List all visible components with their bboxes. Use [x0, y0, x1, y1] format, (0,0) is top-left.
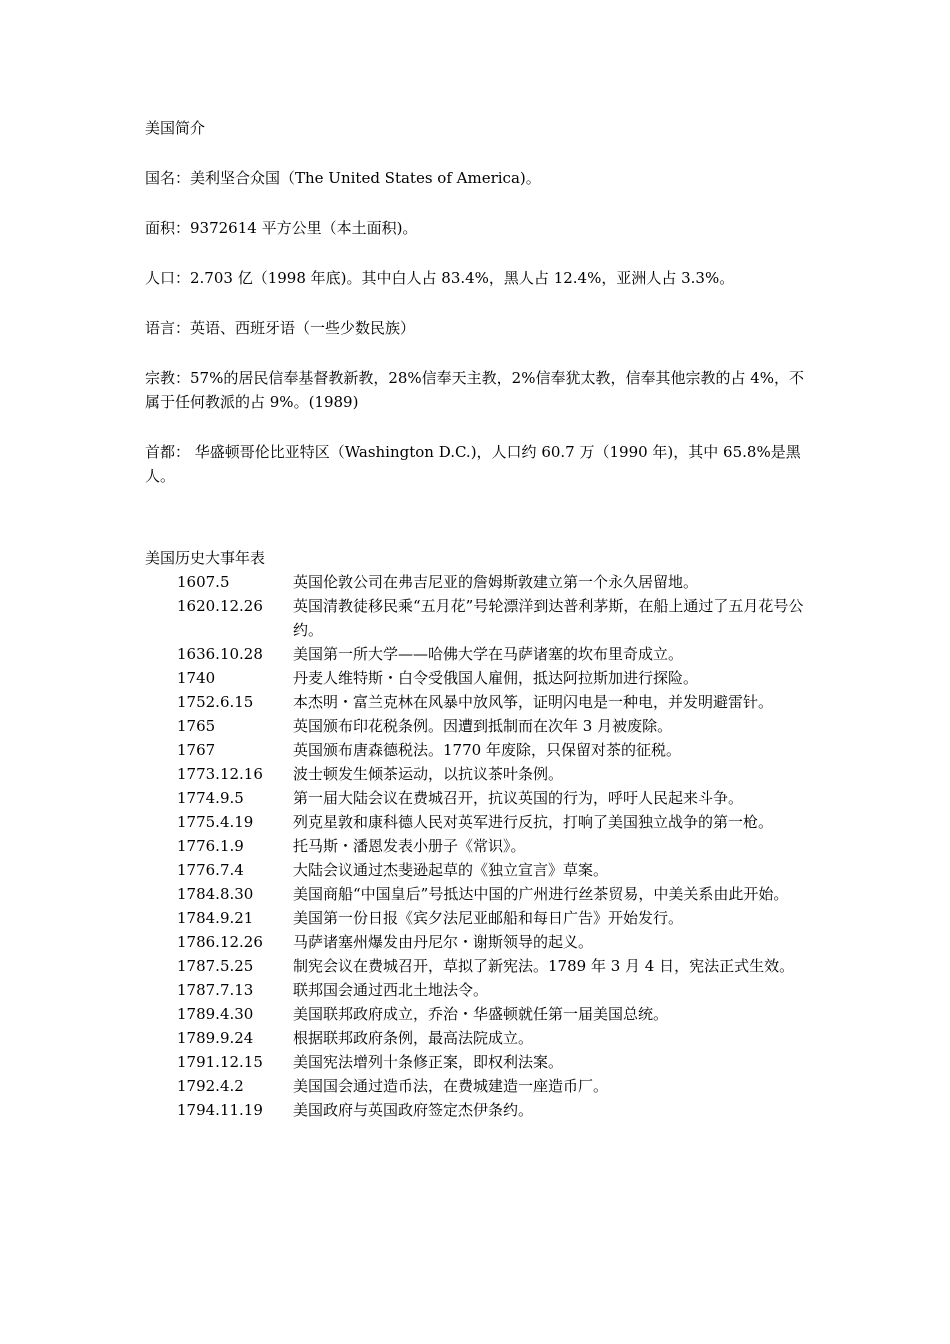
religion-line: 宗教：57%的居民信奉基督教新教，28%信奉天主教，2%信奉犹太教，信奉其他宗教的占 4%，不属于任何教派的占 9%。(1989): [145, 369, 805, 411]
event-text: 大陆会议通过杰斐逊起草的《独立宣言》草案。: [293, 861, 609, 879]
timeline-event: [177, 834, 809, 858]
timeline-event: [177, 690, 809, 714]
event-date: 1607.5: [177, 573, 230, 591]
country-name-line: 国名：美利坚合众国（The United States of America)。: [145, 169, 541, 187]
event-text: 美国联邦政府成立，乔治・华盛顿就任第一届美国总统。: [293, 1005, 669, 1023]
event-date: 1794.11.19: [177, 1101, 263, 1119]
capital-line: 首都： 华盛顿哥伦比亚特区（Washington D.C.)，人口约 60.7 万（1990 年)，其中 65.8%是黑人。: [145, 443, 801, 485]
event-date: 1789.9.24: [177, 1029, 254, 1047]
area-line: 面积：9372614 平方公里（本土面积)。: [145, 219, 418, 237]
event-date: 1787.7.13: [177, 981, 254, 999]
event-text: 美国宪法增列十条修正案，即权利法案。: [293, 1053, 564, 1071]
timeline-event: [177, 906, 809, 930]
timeline-event: [177, 1098, 809, 1122]
language-line: 语言：英语、西班牙语（一些少数民族）: [145, 319, 416, 337]
timeline-event: [177, 786, 809, 810]
timeline-event: [177, 858, 809, 882]
timeline-event: [177, 1050, 809, 1074]
event-text: 根据联邦政府条例，最高法院成立。: [293, 1029, 534, 1047]
event-date: 1776.7.4: [177, 861, 244, 879]
event-date: 1791.12.15: [177, 1053, 263, 1071]
event-date: 1765: [177, 717, 216, 735]
event-date: 1740: [177, 669, 216, 687]
timeline-event: [177, 882, 809, 906]
event-text: 美国国会通过造币法，在费城建造一座造币厂。: [293, 1077, 609, 1095]
event-text: 美国商船“中国皇后”号抵达中国的广州进行丝茶贸易，中美关系由此开始。: [293, 885, 789, 903]
event-date: 1776.1.9: [177, 837, 244, 855]
population-line: 人口：2.703 亿（1998 年底)。其中白人占 83.4%，黑人占 12.4%，亚洲人占 3.3%。: [145, 269, 735, 287]
event-date: 1792.4.2: [177, 1077, 244, 1095]
event-text: 英国颁布唐森德税法。1770 年废除，只保留对茶的征税。: [293, 741, 681, 759]
event-date: 1620.12.26: [177, 597, 263, 615]
event-date: 1789.4.30: [177, 1005, 254, 1023]
timeline-event: [177, 762, 809, 786]
event-date: 1636.10.28: [177, 645, 263, 663]
event-text: 美国政府与英国政府签定杰伊条约。: [293, 1101, 534, 1119]
event-date: 1775.4.19: [177, 813, 254, 831]
event-text: 本杰明・富兰克林在风暴中放风筝，证明闪电是一种电，并发明避雷针。: [293, 693, 774, 711]
event-text: 制宪会议在费城召开，草拟了新宪法。1789 年 3 月 4 日，宪法正式生效。: [293, 957, 795, 975]
timeline-event: [177, 666, 809, 690]
event-text: 美国第一所大学——哈佛大学在马萨诸塞的坎布里奇成立。: [293, 645, 684, 663]
event-date: 1773.12.16: [177, 765, 263, 783]
event-date: 1774.9.5: [177, 789, 244, 807]
event-text: 第一届大陆会议在费城召开，抗议英国的行为，呼吁人民起来斗争。: [293, 789, 744, 807]
timeline-list: [145, 570, 815, 1122]
timeline-event: [177, 954, 809, 978]
timeline-event: [177, 810, 809, 834]
event-date: 1786.12.26: [177, 933, 263, 951]
event-date: 1767: [177, 741, 216, 759]
timeline-title: 美国历史大事年表: [145, 549, 266, 567]
timeline-event: [177, 738, 809, 762]
event-text: 美国第一份日报《宾夕法尼亚邮船和每日广告》开始发行。: [293, 909, 684, 927]
timeline-event: [177, 714, 809, 738]
event-text: 丹麦人维特斯・白令受俄国人雇佣，抵达阿拉斯加进行探险。: [293, 669, 699, 687]
timeline-event: [177, 642, 809, 666]
event-text: 英国颁布印花税条例。因遭到抵制而在次年 3 月被废除。: [293, 717, 673, 735]
event-date: 1787.5.25: [177, 957, 254, 975]
event-date: 1752.6.15: [177, 693, 254, 711]
event-text: 马萨诸塞州爆发由丹尼尔・谢斯领导的起义。: [293, 933, 594, 951]
event-text: 英国清教徒移民乘“五月花”号轮漂洋到达普利茅斯，在船上通过了五月花号公约。: [293, 597, 804, 639]
event-date: 1784.8.30: [177, 885, 254, 903]
timeline-event: [177, 594, 809, 642]
intro-title: 美国简介: [145, 119, 206, 137]
document-body: [145, 116, 815, 1122]
timeline-event: [177, 570, 809, 594]
event-text: 英国伦敦公司在弗吉尼亚的詹姆斯敦建立第一个永久居留地。: [293, 573, 699, 591]
timeline-event: [177, 1074, 809, 1098]
timeline-event: [177, 930, 809, 954]
timeline-event: [177, 1026, 809, 1050]
event-text: 波士顿发生倾茶运动，以抗议茶叶条例。: [293, 765, 564, 783]
timeline-event: [177, 978, 809, 1002]
event-date: 1784.9.21: [177, 909, 254, 927]
timeline-event: [177, 1002, 809, 1026]
event-text: 托马斯・潘恩发表小册子《常识》。: [293, 837, 526, 855]
event-text: 联邦国会通过西北土地法令。: [293, 981, 489, 999]
event-text: 列克星敦和康科德人民对英军进行反抗，打响了美国独立战争的第一枪。: [293, 813, 774, 831]
